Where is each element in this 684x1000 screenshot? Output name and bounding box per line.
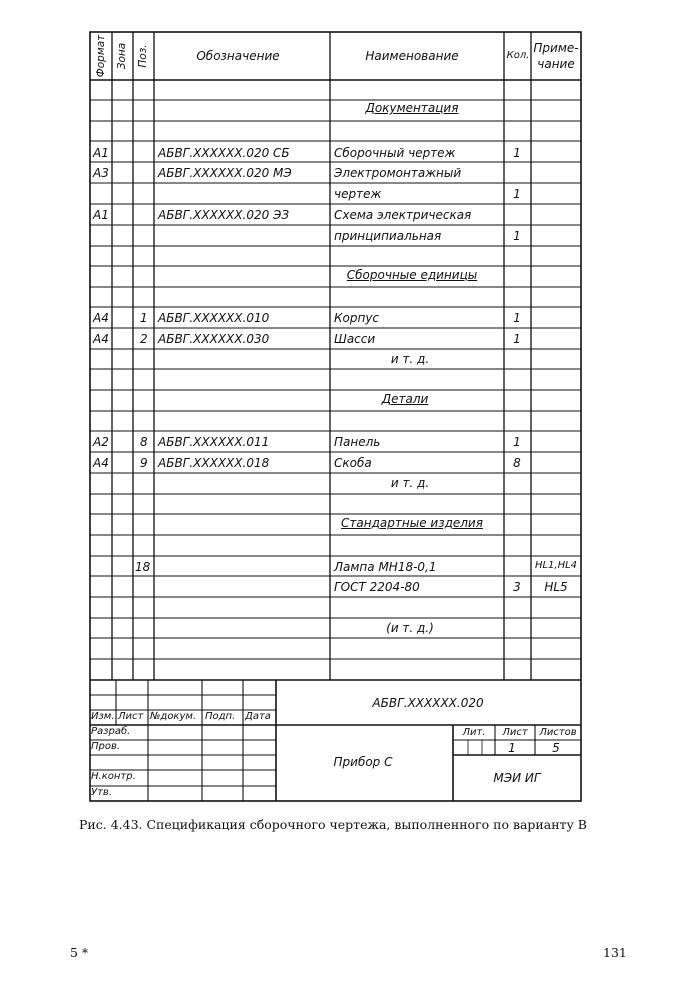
product-name: Прибор С — [333, 755, 393, 769]
row-position: 8 — [140, 435, 148, 449]
row-designation: АБВГ.XXXXXX.020 ЭЗ — [158, 208, 290, 222]
section-standard: Стандартные изделия — [341, 516, 483, 530]
row-name: Скоба — [334, 456, 372, 470]
row-etc: и т. д. — [390, 476, 430, 490]
rev-label-doc-no: №докум. — [150, 711, 197, 722]
role-approver: Утв. — [91, 787, 112, 798]
page-number: 131 — [603, 945, 627, 960]
row-format: А4 — [93, 332, 109, 346]
sheet-value: 1 — [508, 741, 516, 755]
row-name: чертеж — [334, 187, 382, 201]
sheet-label: Лист — [502, 727, 528, 738]
row-note: HL5 — [544, 580, 568, 594]
document-code: АБВГ.XXXXXX.020 — [372, 696, 484, 710]
organization: МЭИ ИГ — [493, 771, 541, 785]
figure-caption: Рис. 4.43. Спецификация сборочного чертежа, выполненного по варианту В — [79, 817, 587, 832]
header-note-line1: Приме- — [533, 41, 579, 55]
row-quantity: 1 — [513, 146, 521, 160]
header-note-line2: чание — [537, 57, 575, 71]
header-designation: Обозначение — [196, 49, 280, 63]
section-documentation: Документация — [365, 101, 459, 115]
page-left-mark: 5 * — [70, 945, 89, 960]
rev-label-change: Изм. — [91, 711, 115, 722]
header-zone: Зона — [115, 42, 128, 70]
row-position: 9 — [140, 456, 148, 470]
row-name: Шасси — [334, 332, 376, 346]
row-designation: АБВГ.XXXXXX.030 — [158, 332, 270, 346]
row-position: 2 — [140, 332, 148, 346]
role-checker: Пров. — [91, 741, 121, 752]
rev-label-signature: Подп. — [205, 711, 236, 722]
row-quantity: 1 — [513, 229, 521, 243]
row-quantity: 1 — [513, 332, 521, 346]
row-name: Лампа МН18-0,1 — [334, 560, 437, 574]
header-quantity: Кол. — [506, 50, 530, 61]
row-quantity: 8 — [513, 456, 521, 470]
row-quantity: 1 — [513, 435, 521, 449]
section-assemblies: Сборочные единицы — [346, 268, 478, 282]
lit-label: Лит. — [462, 727, 486, 738]
row-name: Электромонтажный — [334, 166, 462, 180]
row-format: А2 — [93, 435, 109, 449]
row-format: А4 — [93, 456, 109, 470]
row-format: А4 — [93, 311, 109, 325]
row-name: принципиальная — [334, 229, 442, 243]
row-designation: АБВГ.XXXXXX.020 МЭ — [158, 166, 292, 180]
row-position: 18 — [135, 560, 151, 574]
row-etc: и т. д. — [390, 352, 430, 366]
row-designation: АБВГ.XXXXXX.020 СБ — [158, 146, 290, 160]
row-position: 1 — [140, 311, 148, 325]
row-note: HL1,HL4 — [534, 560, 578, 571]
row-designation: АБВГ.XXXXXX.018 — [158, 456, 270, 470]
row-quantity: 1 — [513, 187, 521, 201]
row-name: Панель — [334, 435, 381, 449]
rev-label-date: Дата — [245, 711, 271, 722]
row-name: ГОСТ 2204-80 — [334, 580, 420, 594]
header-position: Поз. — [136, 44, 149, 68]
role-norm-control: Н.контр. — [91, 771, 136, 782]
sheets-value: 5 — [552, 741, 560, 755]
row-name: Сборочный чертеж — [334, 146, 456, 160]
header-name: Наименование — [365, 49, 459, 63]
row-format: А1 — [93, 146, 109, 160]
sheets-label: Листов — [539, 727, 577, 738]
row-format: А1 — [93, 208, 109, 222]
header-format: Формат — [94, 34, 107, 78]
row-quantity: 3 — [513, 580, 521, 594]
rev-label-sheet: Лист — [118, 711, 144, 722]
row-name: Схема электрическая — [334, 208, 472, 222]
section-details: Детали — [381, 392, 429, 406]
row-designation: АБВГ.XXXXXX.011 — [158, 435, 270, 449]
row-quantity: 1 — [513, 311, 521, 325]
row-designation: АБВГ.XXXXXX.010 — [158, 311, 270, 325]
row-format: А3 — [93, 166, 109, 180]
row-etc: (и т. д.) — [386, 621, 434, 635]
row-name: Корпус — [334, 311, 380, 325]
role-developer: Разраб. — [91, 726, 131, 737]
